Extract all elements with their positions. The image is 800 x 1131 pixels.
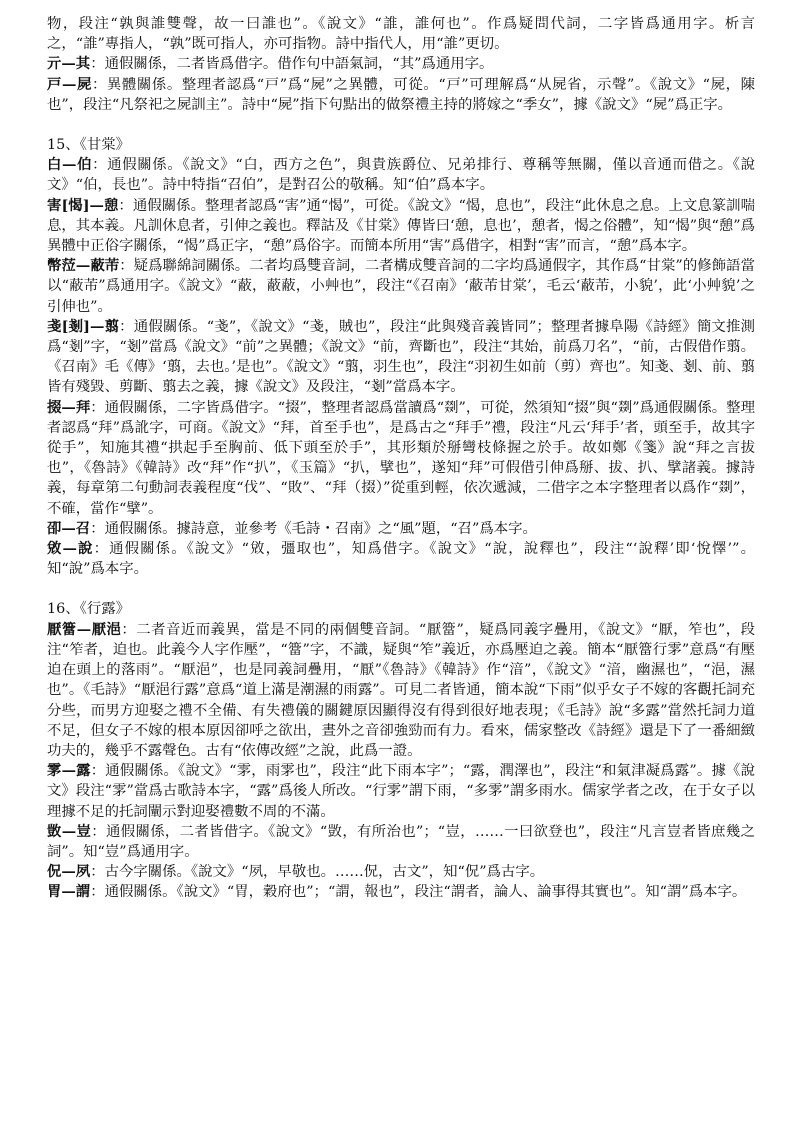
entry-text: ：通假關係。據詩意，並參考《毛詩・召南》之“風”題，“召”爲本字。	[90, 520, 537, 537]
entry-text: ：二者音近而義異，當是不同的兩個雙音詞。“厭簹”，疑爲同義字疊用，《說文》“厭，笮也”，段注“笮者，迫也。此義今人字作壓”，“簹”字，不識，疑與“笮”義近，亦爲壓迫之義。簡本“厭簹行雺”意爲“有壓迫在頭上的落雨”。“厭浥”，也是同義詞疊用，“厭”《魯詩》《韓詩》作“湆”，《說文》“湆，幽濕也”，“浥，濕也”。《毛詩》“厭浥行露”意爲“道上滿是潮濕的雨露”。可見二者皆通，簡本說“下雨”似乎女子不嫁的客觀托詞充分些，而男方迎娶之禮不全備、有失禮儀的關鍵原因顯得沒有得到很好地表現；《毛詩》說“多露”當然托詞力道不足，但女子不嫁的根本原因卻呼之欲出，晝外之音卻強勁而有力。看來，儒家整改《詩經》還是下了一番細緻功夫的，幾乎不露聲色。古有“依傳改經”之說，此爲一證。	[47, 621, 755, 759]
entry-yue	[47, 539, 755, 579]
entry-term: 敳—豈	[47, 822, 92, 840]
entry-text: ：通假關係，二字皆爲借字。“掇”，整理者認爲當讀爲“剟”，可從，然須知“掇”與“剟”爲通假關係。整理者認爲“拜”爲訛字，可商。《說文》“拜，首至手也”，是爲古之“拜手”禮，段注“凡云‘拜手’者，頭至手，故其字從手”，知施其禮“拱起手至胸前、低下頭至於手”，其形類於掰彎枝條握之於手。故如鄭《箋》說“拜之言拔也”，《魯詩》《韓詩》改“拜”作“扒”，《玉篇》“扒，擘也”，遂知“拜”可假借引伸爲掰、拔、扒、擘諸義。據詩義，每章第二句動詞表義程度“伐”、“敗”、“拜（掇）”從重到輕，依次遞減，二借字之本字整理者以爲作“剟”，不確，當作“擘”。	[47, 399, 755, 517]
entry-text: ：通假關係。整理者認爲“害”通“愒”，可從。《說文》“愒，息也”，段注“此休息之息。上文息篆訓喘息，其本義。凡訓休息者，引伸之義也。釋詁及《甘棠》傳皆曰‘憩，息也’，憩者，愒之俗體”，知“愒”與“憩”爲異體中正俗字關係，“愒”爲正字，“憩”爲俗字。而簡本所用“害”爲借字，相對“害”而言，“憩”爲本字。	[47, 197, 755, 255]
entry-qi	[47, 54, 755, 74]
entry-text: ：通假關係。《說文》“胃，穀府也”；“謂，報也”，段注“謂者，論人、論事得其實也”。知“謂”爲本字。	[90, 884, 747, 901]
entry-term: 胃—謂	[47, 883, 91, 901]
entry-term: 害[愒]—憩	[47, 196, 119, 214]
entry-term: 敓—說	[47, 540, 94, 558]
entry-text: ：異體關係。整理者認爲“戸”爲“屍”之異體，可從。“戸”可理解爲“从屍省，示聲”。《說文》“屍，陳也”，段注“凡祭祀之屍訓主”。詩中“屍”指下句點出的做祭禮主持的將嫁之“季女”，據《說文》“屍”爲正字。	[47, 76, 755, 113]
entry-yan-yi	[47, 620, 755, 761]
entry-jian	[47, 317, 755, 398]
section-title-xinglu: 16、《行露》	[47, 601, 131, 618]
entry-text: ：疑爲聯綿詞關係。二者均爲雙音詞，二者構成雙音詞的二字均爲通假字，其作爲“甘棠”的修飾語當以“蔽芾”爲通用字。《說文》“蔽，蔽蔽，小艸也”，段注“《召南》‘蔽芾甘棠’，毛云‘蔽芾，小貌’，此‘小艸貌’之引伸也”。	[47, 258, 755, 315]
entry-term: 㑆—夙	[47, 863, 91, 881]
paragraph-text: 物，段注“孰與誰雙聲，故一曰誰也”。《說文》“誰，誰何也”。作爲疑問代詞，二字皆爲通用字。析言之，“誰”專指人，“孰”既可指人，亦可指物。詩中指代人，用“誰”更切。	[47, 16, 755, 53]
entry-term: 白—伯	[47, 156, 93, 174]
entry-text: ：通假關係。《說文》“雺，雨雺也”，段注“此下雨本字”；“露，潤澤也”，段注“和氣津凝爲露”。據《說文》段注“雺”當爲古歌詩本字，“露”爲後人所改。“行雺”謂下雨，“多雺”謂多雨水。儒家学者之改，在于女子以理據不足的托詞闡示對迎娶禮數不周的不滿。	[47, 763, 755, 820]
entry-su	[47, 862, 755, 882]
entry-bai	[47, 398, 755, 519]
entry-bi-fei	[47, 256, 755, 317]
entry-text: ：通假關係。《說文》“敓，彊取也”，知爲借字。《說文》“說，說釋也”，段注“‘說釋’即‘悅懌’”。知“說”爲本字。	[47, 541, 755, 578]
entry-shi	[47, 75, 755, 115]
section-title-gantang: 15、《甘棠》	[47, 137, 131, 154]
entry-term: 亓—其	[47, 55, 91, 73]
entry-text: ：通假關係，二者皆爲借字。借作句中語氣詞，“其”爲通用字。	[90, 56, 494, 73]
entry-term: 厭簹—厭浥	[47, 620, 122, 638]
entry-term: 戔[剗]—翦	[47, 317, 120, 335]
document-page	[47, 14, 755, 903]
entry-term: 卲—召	[47, 519, 91, 537]
entry-hai-qi	[47, 196, 755, 257]
entry-bai-bo	[47, 155, 755, 195]
entry-term: 掇—拜	[47, 398, 91, 416]
entry-term: 雺—露	[47, 762, 91, 780]
entry-qi-2	[47, 822, 755, 862]
entry-text: ：通假關係，二者皆借字。《說文》“敳，有所治也”；“豈，……一曰欲登也”，段注“凡言豈者皆庶幾之詞”。知“豈”爲通用字。	[47, 823, 755, 860]
entry-term: 戸—屍	[47, 75, 92, 93]
entry-shao	[47, 519, 755, 539]
entry-wei	[47, 882, 755, 902]
entry-text: ：通假關係。“戔”，《說文》“戔，賊也”，段注“此與殘音義皆同”；整理者據阜陽《詩經》簡文推測爲“剗”字，“剗”當爲《說文》“前”之異體；《說文》“前，齊斷也”，段注“其始，前爲刀名”，“前，古假借作翦。《召南》毛《傳》‘翦，去也。’是也”。《說文》“翦，羽生也”，段注“羽初生如前（剪）齊也”。知戔、剗、前、翦皆有殘毀、剪斷、翦去之義，據《說文》及段注，“剗”當爲本字。	[47, 318, 755, 396]
entry-text: ：古今字關係。《說文》“夙，早敬也。……㑆，古文”，知“㑆”爲古字。	[90, 864, 545, 881]
paragraph-continuation	[47, 14, 755, 54]
entry-term: 幣𦲷—蔽芾	[47, 257, 120, 275]
entry-lu	[47, 761, 755, 822]
entry-text: ：通假關係。《說文》“白，西方之色”，與貴族爵位、兄弟排行、尊稱等無關，僅以音通而借之。《說文》“伯，長也”。詩中特指“召伯”，是對召公的敬稱。知“伯”爲本字。	[47, 157, 755, 194]
